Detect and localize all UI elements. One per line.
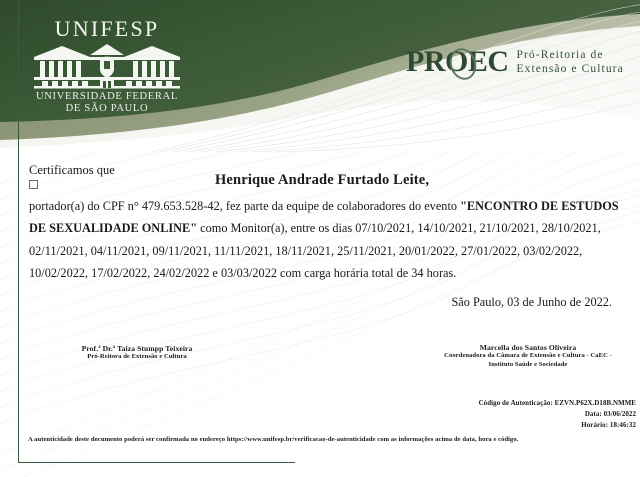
unifesp-subtitle-line2: DE SÃO PAULO (65, 103, 149, 115)
unifesp-subtitle-line1: UNIVERSIDADE FEDERAL (35, 91, 179, 102)
signature-block-left (28, 344, 246, 362)
authentication-date: Data: 03/06/2022 (584, 411, 636, 419)
authentication-time: Horário: 18:46:32 (581, 422, 636, 430)
authentication-block (340, 398, 636, 432)
authenticity-disclaimer: A autenticidade deste documento poderá ser confirmada no endereço https://www.unifesp.br/verificacao-de-autenticidade com as informações acima de data, hora e código. (28, 436, 519, 443)
proec-subtitle-line1: Pró-Reitoria de (516, 48, 604, 61)
statement-part-1: portador(a) do CPF n° 479.653.528-42, fez parte da equipe de colaboradores do evento (29, 199, 461, 213)
signature-left-role: Pró-Reitora de Extensão e Cultura (87, 353, 187, 361)
proec-subtitle-line2: Extensão e Cultura (516, 63, 624, 75)
signature-block-right (420, 343, 636, 369)
place-and-date: São Paulo, 03 de Junho de 2022. (451, 295, 612, 309)
signature-left-name: Prof.ª Dr.ª Taiza Stumpp Teixeira (81, 344, 193, 353)
blank-checkbox-glyph (29, 180, 38, 189)
recipient-name: Henrique Andrade Furtado Leite, (215, 172, 430, 188)
proec-wordmark: PROEC (406, 45, 509, 78)
signature-right-role-line2: Instituto Saúde e Sociedade (488, 360, 568, 368)
authentication-code: Código de Autenticação: EZVN.P62X.D18B.NMME (478, 400, 636, 407)
intro-text: Certificamos que (29, 163, 115, 177)
statement-part-2: como Monitor(a), entre os dias 07/10/2021, 14/10/2021, 21/10/2021, 28/10/2021, 02/11/2021, 04/11/2021, 09/11/2021, 11/11/2021, 18/11/2021, 25/11/2021, 20/01/2022, 27/01/2022, 03/02/2022, 10/02/2022, 17/02/2022, 24/02/2022 e 03/03/2022 com carga horária total de 34 horas. (29, 221, 601, 281)
signature-right-name: Marcella dos Santos Oliveira (479, 343, 577, 352)
event-name: "ENCONTRO DE ESTUDOS DE SEXUALIDADE ONLINE" (29, 199, 619, 236)
unifesp-wordmark: UNIFESP (54, 16, 160, 41)
signature-right-role-line1: Coordenadora da Câmara de Extensão e Cultura - CaEC - (444, 352, 612, 360)
certificate-statement (29, 195, 629, 285)
